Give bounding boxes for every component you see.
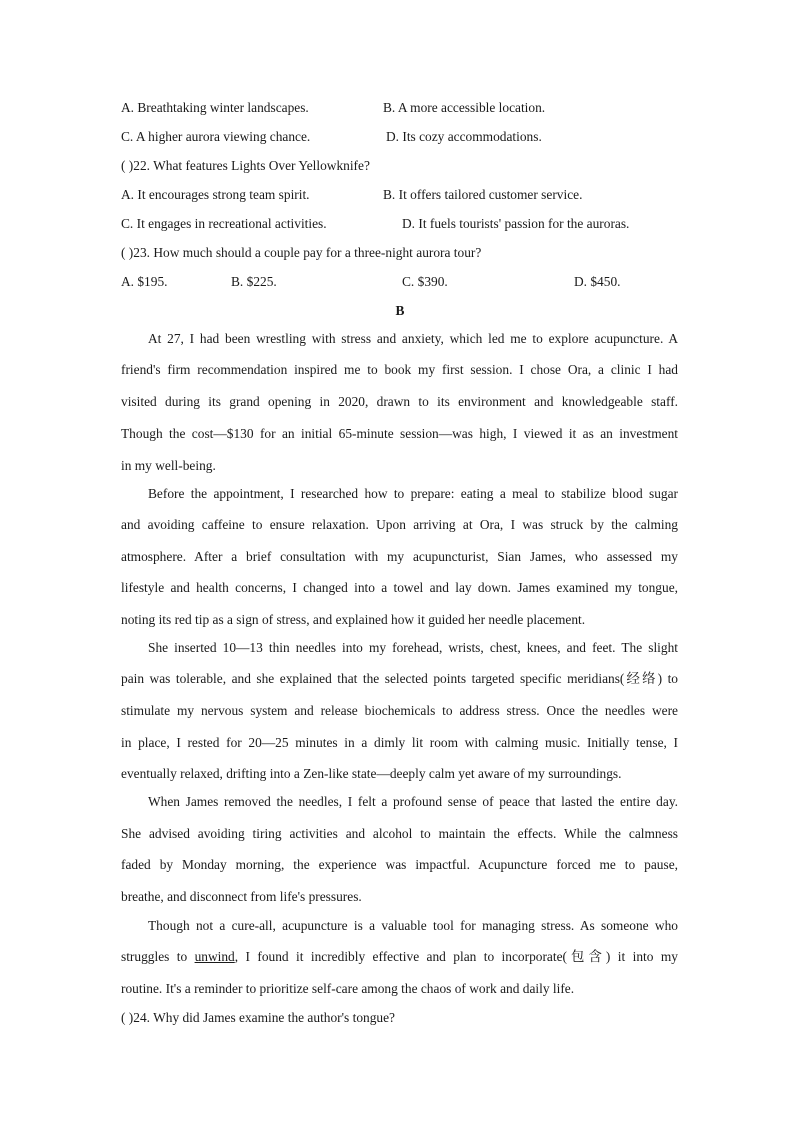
- passage-line: in place, I rested for 20—25 minutes in a dimly lit room with calming music. Initially tense, I: [121, 735, 678, 750]
- passage-line: in my well-being.: [121, 458, 216, 473]
- passage-line: stimulate my nervous system and release biochemicals to address stress. Once the needles were: [121, 703, 678, 718]
- q23-option-c: C. $390.: [402, 274, 448, 289]
- passage-line: pain was tolerable, and she explained that the selected points targeted specific meridians(经络) to: [121, 671, 678, 686]
- section-heading: B: [395, 303, 405, 318]
- passage-line: noting its red tip as a sign of stress, and explained how it guided her needle placement.: [121, 612, 586, 627]
- passage-line: routine. It's a reminder to prioritize self-care among the chaos of work and daily life.: [121, 981, 575, 996]
- q22-option-d: D. It fuels tourists' passion for the auroras.: [402, 216, 630, 231]
- q23-option-b: B. $225.: [231, 274, 277, 289]
- passage-line: breathe, and disconnect from life's pressures.: [121, 889, 362, 904]
- q21-option-b: B. A more accessible location.: [383, 100, 546, 115]
- q23-option-a: A. $195.: [121, 274, 168, 289]
- q22-option-c: C. It engages in recreational activities.: [121, 216, 327, 231]
- passage-line: Before the appointment, I researched how to prepare: eating a meal to stabilize blood sugar: [148, 486, 678, 501]
- underlined-word: unwind: [194, 949, 235, 964]
- passage-line: When James removed the needles, I felt a profound sense of peace that lasted the entire day.: [148, 794, 678, 809]
- passage-line: Though not a cure-all, acupuncture is a valuable tool for managing stress. As someone who: [148, 918, 678, 933]
- passage-line: visited during its grand opening in 2020, drawn to its environment and knowledgeable staff.: [121, 394, 678, 409]
- passage-line: faded by Monday morning, the experience was impactful. Acupuncture forced me to pause,: [121, 857, 678, 872]
- passage-line: atmosphere. After a brief consultation with my acupuncturist, Sian James, who assessed my: [121, 549, 678, 564]
- passage-line: lifestyle and health concerns, I changed into a towel and lay down. James examined my tongue,: [121, 580, 678, 595]
- passage-line: At 27, I had been wrestling with stress and anxiety, which led me to explore acupuncture. A: [148, 331, 678, 346]
- passage-line: and avoiding caffeine to ensure relaxation. Upon arriving at Ora, I was struck by the calming: [121, 517, 678, 532]
- q23-stem: ( )23. How much should a couple pay for a three-night aurora tour?: [121, 245, 482, 260]
- q22-option-b: B. It offers tailored customer service.: [383, 187, 583, 202]
- passage-line: She inserted 10—13 thin needles into my forehead, wrists, chest, knees, and feet. The slight: [148, 640, 678, 655]
- q23-option-d: D. $450.: [574, 274, 621, 289]
- text-segment: , I found it incredibly effective and plan to incorporate(包含) it into my: [234, 949, 678, 964]
- passage-line: Though the cost—$130 for an initial 65-minute session—was high, I viewed it as an investment: [121, 426, 678, 441]
- passage-line: [121, 949, 678, 965]
- q24-stem: ( )24. Why did James examine the author's tongue?: [121, 1010, 395, 1025]
- q22-stem: ( )22. What features Lights Over Yellowknife?: [121, 158, 370, 173]
- q21-option-d: D. Its cozy accommodations.: [386, 129, 542, 144]
- passage-line: She advised avoiding tiring activities and alcohol to maintain the effects. While the calmness: [121, 826, 678, 841]
- text-segment: struggles to: [121, 949, 195, 964]
- passage-line: friend's firm recommendation inspired me to book my first session. I chose Ora, a clinic I had: [121, 362, 678, 377]
- q21-option-c: C. A higher aurora viewing chance.: [121, 129, 311, 144]
- passage-line: eventually relaxed, drifting into a Zen-like state—deeply calm yet aware of my surroundings.: [121, 766, 622, 781]
- q21-option-a: A. Breathtaking winter landscapes.: [121, 100, 309, 115]
- q22-option-a: A. It encourages strong team spirit.: [121, 187, 310, 202]
